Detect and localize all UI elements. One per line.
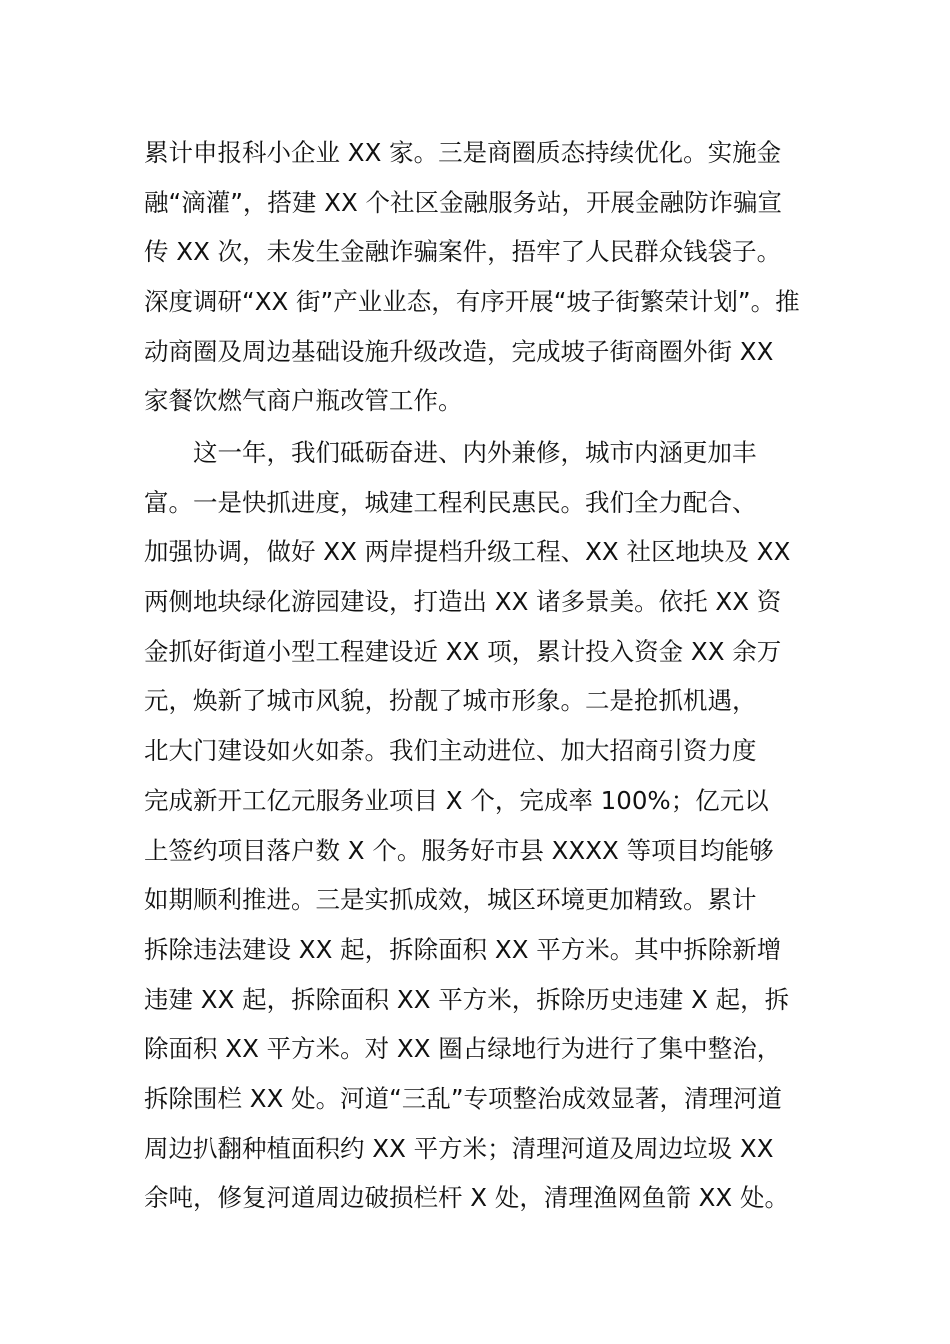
text-line: 拆除围栏 XX 处。河道“三乱”专项整治成效显著，清理河道 — [144, 1083, 783, 1113]
text-line: 拆除违法建设 XX 起，拆除面积 XX 平方米。其中拆除新增 — [144, 934, 782, 964]
paragraph-1 — [144, 128, 834, 426]
text-line: 动商圈及周边基础设施升级改造，完成坡子街商圈外街 XX — [144, 336, 774, 366]
text-line: 深度调研“XX 街”产业业态，有序开展“坡子街繁荣计划”。推 — [144, 287, 800, 317]
text-line: 传 XX 次，未发生金融诈骗案件，捂牢了人民群众钱袋子。 — [144, 237, 782, 267]
text-line: 富。一是快抓进度，城建工程利民惠民。我们全力配合、 — [144, 487, 757, 517]
text-line: 两侧地块绿化游园建设，打造出 XX 诸多景美。依托 XX 资 — [144, 587, 782, 617]
text-line: 家餐饮燃气商户瓶改管工作。 — [144, 386, 463, 416]
text-line: 融“滴灌”，搭建 XX 个社区金融服务站，开展金融防诈骗宣 — [144, 187, 783, 217]
text-line: 除面积 XX 平方米。对 XX 圈占绿地行为进行了集中整治， — [144, 1034, 782, 1064]
text-line: 如期顺利推进。三是实抓成效，城区环境更加精致。累计 — [144, 885, 757, 915]
text-line: 金抓好街道小型工程建设近 XX 项，累计投入资金 XX 余万 — [144, 636, 782, 666]
text-line: 累计申报科小企业 XX 家。三是商圈质态持续优化。实施金 — [144, 138, 782, 167]
text-line: 上签约项目落户数 X 个。服务好市县 XXXX 等项目均能够 — [144, 835, 774, 865]
text-line: 周边扒翻种植面积约 XX 平方米；清理河道及周边垃圾 XX — [144, 1133, 774, 1163]
paragraph-2 — [144, 428, 834, 1223]
text-line: 完成新开工亿元服务业项目 X 个，完成率 100%；亿元以 — [144, 785, 769, 815]
text-line: 违建 XX 起，拆除面积 XX 平方米，拆除历史违建 X 起，拆 — [144, 984, 790, 1014]
text-line: 北大门建设如火如荼。我们主动进位、加大招商引资力度 — [144, 736, 757, 766]
text-line: 加强协调，做好 XX 两岸提档升级工程、XX 社区地块及 XX — [144, 537, 791, 567]
text-line: 余吨，修复河道周边破损栏杆 X 处，清理渔网鱼箭 XX 处。 — [144, 1183, 790, 1213]
text-line: 元，焕新了城市风貌，扮靓了城市形象。二是抢抓机遇， — [144, 686, 757, 716]
text-line-first: 这一年，我们砥砺奋进、内外兼修，城市内涵更加丰 — [193, 438, 757, 467]
